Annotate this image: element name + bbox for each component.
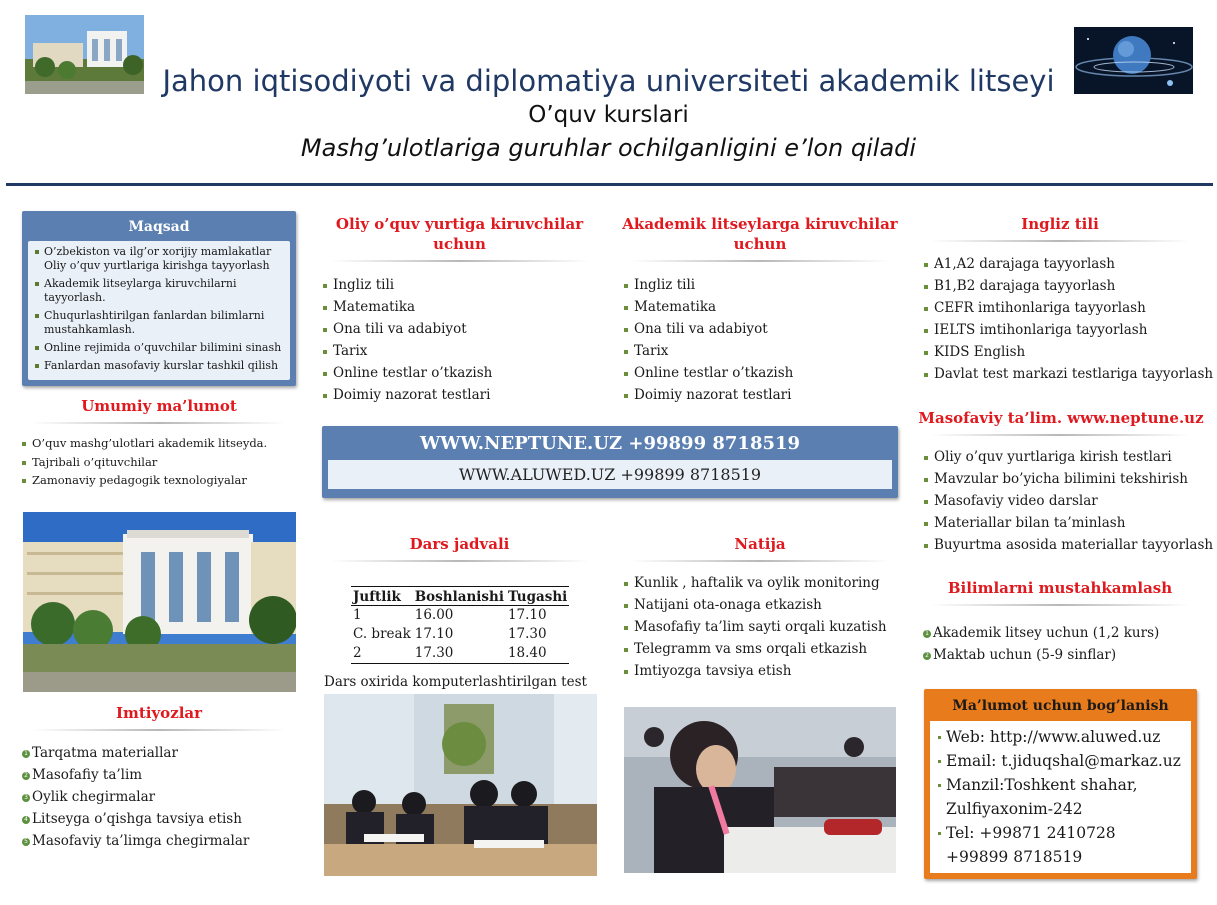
natija-title: Natija [734,535,786,553]
table-row [351,606,569,626]
contact-address: Manzil:Toshkent shahar, [938,773,1183,797]
list-item: O’zbekiston va ilg’or xorijiy mamlakatlar Oliy o’quv yurtlariga kirishga tayyorlash [34,245,284,273]
number-badge-icon: 1 [923,630,931,638]
natija-list [624,572,900,682]
umumiy-title: Umumiy ma’lumot [81,397,237,415]
list-item: Buyurtma asosida materiallar tayyorlash [924,534,1210,556]
imtiyozlar-rule [32,729,286,731]
list-item: Tarix [624,340,899,362]
table-header-cell: Tugashi [507,589,568,605]
list-item: 4 Litseyga o’qishga tavsiya etish [22,808,296,830]
ingliz-list [924,253,1214,385]
table-cell: 16.00 [414,607,454,623]
list-item: 3 Oylik chegirmalar [22,786,296,808]
table-row [351,644,569,664]
table-header-row [351,587,569,606]
table-cell: 2 [353,645,362,661]
akademik-list [624,274,899,406]
list-item: Matematika [624,296,899,318]
list-item: Online rejimida o’quvchilar bilimini sinash [34,341,284,355]
page-title: Jahon iqtisodiyoti va diplomatiya universiteti akademik litseyi [162,64,1055,98]
maqsad-box [22,211,296,386]
schedule-note: Dars oxirida komputerlashtirilgan test [324,674,587,690]
umumiy-list [22,434,296,490]
number-badge-icon: 1 [22,750,30,758]
list-item: Matematika [323,296,598,318]
oliy-rule [330,260,590,262]
akademik-title: Akademik litseylarga kiruvchilar uchun [622,215,898,253]
masofaviy-rule [930,434,1190,436]
imtiyozlar-title: Imtiyozlar [115,704,203,722]
table-cell: 17.30 [507,626,547,642]
bilimlarni-list [923,622,1199,666]
akademik-rule [630,260,890,262]
table-row [351,625,569,644]
list-item: Tajribali o’qituvchilar [22,453,296,472]
list-item: IELTS imtihonlariga tayyorlash [924,319,1210,341]
list-item: Oliy o’quv yurtlariga kirish testlari [924,446,1210,468]
table-cell: 18.40 [507,645,547,661]
maqsad-body [28,241,290,380]
number-badge-icon: 2 [923,652,931,660]
list-item: Zamonaviy pedagogik texnologiyalar [22,471,296,490]
student-writing-photo [624,707,896,873]
list-item: O’quv mashg’ulotlari akademik litseyda. [22,434,296,453]
contact-phone-2[interactable]: +99899 8718519 [946,848,1083,866]
schedule-table [351,586,569,664]
list-item: A1,A2 darajaga tayyorlash [924,253,1210,275]
list-item: 2 Maktab uchun (5-9 sinflar) [923,644,1199,666]
lyceum-building-photo [23,512,296,692]
page-subtitle: O’quv kurslari [528,102,689,128]
contact-web[interactable]: Web: http://www.aluwed.uz [938,725,1183,749]
dars-rule [330,560,590,562]
list-item: Ona tili va adabiyot [624,318,899,340]
contact-phone[interactable]: Tel: +99871 2410728 [938,821,1183,845]
list-item: Ona tili va adabiyot [323,318,598,340]
bilimlarni-rule [930,604,1190,606]
contact-title: Ma’lumot uchun bog’lanish [952,698,1169,714]
contact-box [924,689,1197,879]
masofaviy-title[interactable]: Masofaviy ta’lim. www.neptune.uz [918,409,1204,427]
maqsad-list [34,245,284,373]
list-item: CEFR imtihonlariga tayyorlash [924,297,1210,319]
list-item: KIDS English [924,341,1210,363]
list-item: Chuqurlashtirilgan fanlardan bilimlarni mustahkamlash. [34,309,284,337]
ingliz-title: Ingliz tili [1021,215,1099,233]
number-badge-icon: 3 [22,794,30,802]
imtiyozlar-list [22,742,296,852]
banner-line-neptune[interactable]: WWW.NEPTUNE.UZ +99899 8718519 [419,433,801,454]
list-item: Ingliz tili [624,274,899,296]
list-item: Fanlardan masofaviy kurslar tashkil qilish [34,359,284,373]
list-item: 5 Masofaviy ta’limga chegirmalar [22,830,296,852]
website-banner [322,426,898,498]
maqsad-title: Maqsad [128,219,190,235]
list-item: Natijani ota-onaga etkazish [624,594,900,616]
list-item: Online testlar o’tkazish [323,362,598,384]
umumiy-rule [32,422,286,424]
list-item: Doimiy nazorat testlari [624,384,899,406]
table-cell: 17.10 [414,626,454,642]
list-item: Online testlar o’tkazish [624,362,899,384]
contact-email[interactable]: Email: t.jiduqshal@markaz.uz [938,749,1183,773]
list-item: Masofaﬁy ta’lim sayti orqali kuzatish [624,616,900,638]
list-item: 1 Akademik litsey uchun (1,2 kurs) [923,622,1199,644]
banner-line-aluwed[interactable]: WWW.ALUWED.UZ +99899 8718519 [328,460,892,489]
list-item: Kunlik , haftalik va oylik monitoring [624,572,900,594]
number-badge-icon: 4 [22,816,30,824]
list-item: Telegramm va sms orqali etkazish [624,638,900,660]
list-item: Akademik litseylarga kiruvchilarni tayyorlash. [34,277,284,305]
oliy-list [323,274,598,406]
list-item: Davlat test markazi testlariga tayyorlash [924,363,1210,385]
list-item: B1,B2 darajaga tayyorlash [924,275,1210,297]
natija-rule [630,560,890,562]
table-cell: 1 [353,607,362,623]
header-divider [6,183,1213,186]
table-cell: 17.30 [414,645,454,661]
classroom-photo [324,694,597,876]
list-item: Mavzular bo’yicha bilimini tekshirish [924,468,1210,490]
number-badge-icon: 5 [22,838,30,846]
list-item: Materiallar bilan ta’minlash [924,512,1210,534]
list-item: Ingliz tili [323,274,598,296]
number-badge-icon: 2 [22,772,30,780]
dars-title: Dars jadvali [409,535,510,553]
contact-address-line2: Zulﬁyaxonim-242 [946,800,1083,818]
list-item: Imtiyozga tavsiya etish [624,660,900,682]
masofaviy-list [924,446,1214,556]
list-item: 1 Tarqatma materiallar [22,742,296,764]
list-item: 2 Masofaﬁy ta’lim [22,764,296,786]
oliy-title: Oliy o’quv yurtiga kiruvchilar uchun [335,215,584,253]
bilimlarni-title: Bilimlarni mustahkamlash [947,579,1173,597]
list-item: Doimiy nazorat testlari [323,384,598,406]
table-header-cell: Juftlik [353,589,401,605]
list-item: Masofaviy video darslar [924,490,1210,512]
page-tagline: Mashg’ulotlariga guruhlar ochilganligini e’lon qiladi [300,134,917,162]
table-cell: C. break [353,626,411,642]
table-cell: 17.10 [507,607,547,623]
contact-body [930,721,1191,873]
ingliz-rule [930,240,1190,242]
list-item: Tarix [323,340,598,362]
table-header-cell: Boshlanishi [414,589,504,605]
